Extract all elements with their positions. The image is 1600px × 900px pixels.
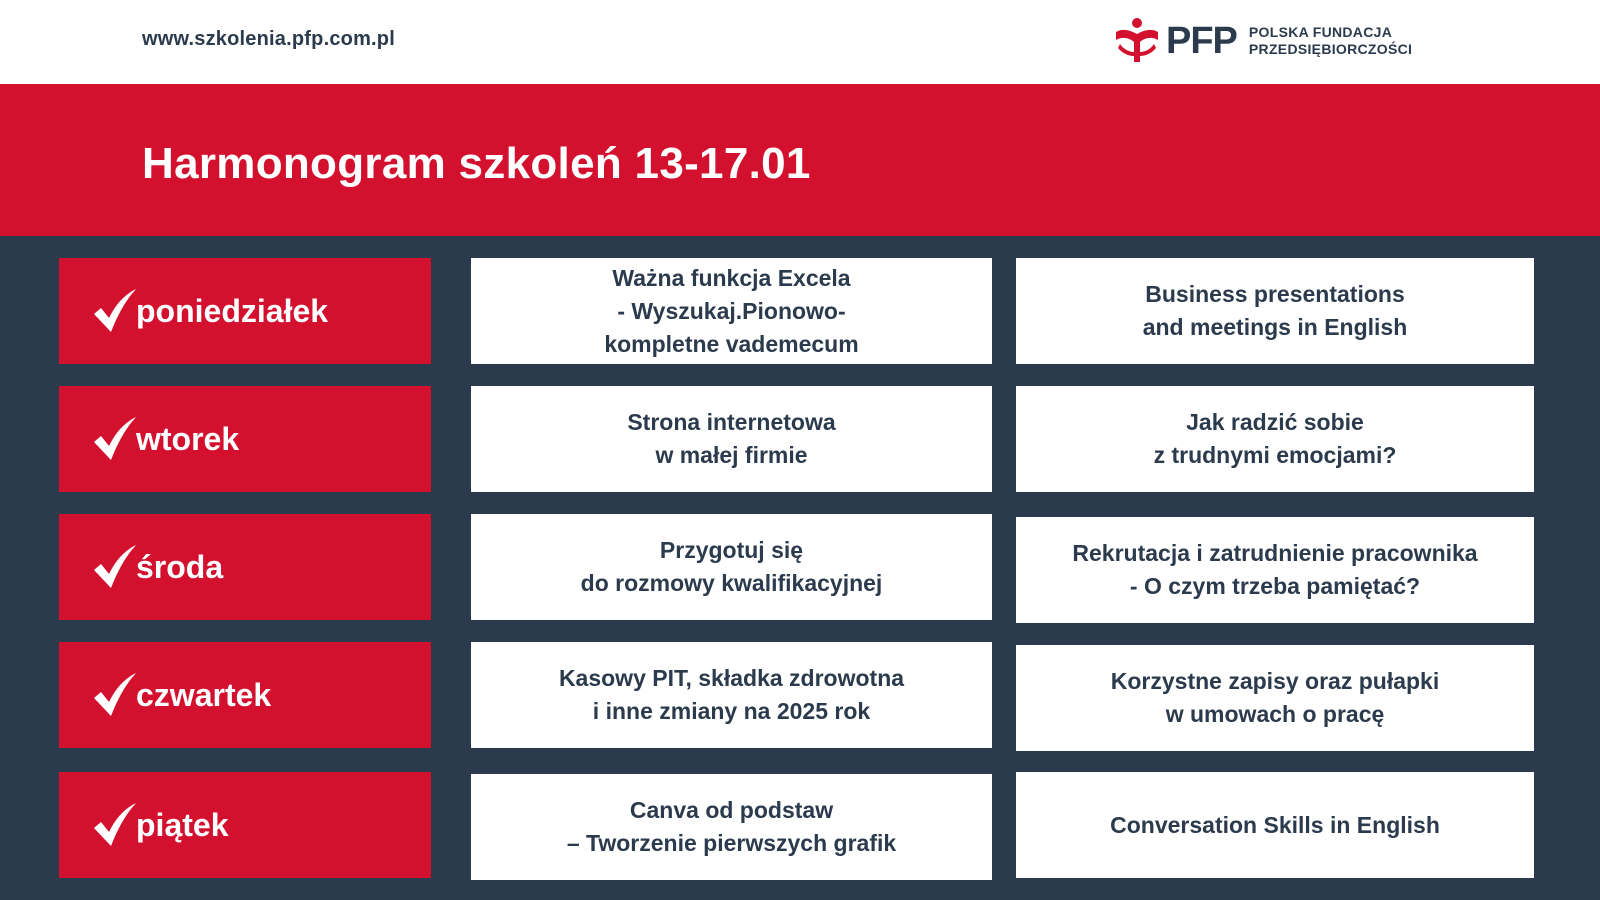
schedule-row-monday — [0, 258, 1600, 364]
course-title-line: kompletne vademecum — [604, 330, 859, 357]
course-title-line: Rekrutacja i zatrudnienie pracownika — [1072, 540, 1478, 566]
checkmark-icon — [92, 802, 138, 848]
checkmark-icon — [92, 288, 138, 334]
course-title-line: Kasowy PIT, składka zdrowotna — [558, 665, 905, 691]
pfp-logo[interactable] — [1112, 16, 1412, 66]
course-title-line: z trudnymi emocjami? — [1153, 442, 1397, 468]
day-label: wtorek — [136, 420, 240, 457]
logo-mark: PFP — [1166, 19, 1237, 62]
pfp-emblem-icon — [1112, 18, 1162, 64]
course-card[interactable] — [471, 514, 992, 620]
course-card[interactable] — [471, 642, 992, 748]
day-label: czwartek — [136, 676, 272, 713]
page-title: Harmonogram szkoleń 13-17.01 — [142, 139, 811, 188]
course-title-line: w małej firmie — [655, 442, 808, 468]
course-card[interactable] — [1016, 386, 1534, 492]
checkmark-icon — [92, 672, 138, 718]
course-title-line: Conversation Skills in English — [1110, 811, 1440, 838]
course-title-line: Jak radzić sobie — [1186, 409, 1364, 435]
course-title-line: – Tworzenie pierwszych grafik — [566, 830, 897, 856]
day-cell — [59, 642, 431, 748]
course-title-line: Business presentations — [1145, 281, 1405, 307]
course-title-line: Przygotuj się — [659, 537, 804, 563]
course-card[interactable] — [471, 386, 992, 492]
day-label: poniedziałek — [136, 292, 329, 329]
logo-name-line1: POLSKA FUNDACJA — [1248, 24, 1393, 40]
course-card[interactable] — [1016, 772, 1534, 878]
course-title-line: - Wyszukaj.Pionowo- — [617, 297, 846, 324]
top-bar — [0, 0, 1600, 84]
course-card[interactable] — [1016, 517, 1534, 623]
schedule-row-thursday — [0, 642, 1600, 748]
day-cell — [59, 386, 431, 492]
day-cell — [59, 514, 431, 620]
course-card[interactable] — [471, 258, 992, 364]
course-card[interactable] — [471, 774, 992, 880]
course-title-line: Canva od podstaw — [629, 797, 834, 823]
schedule-row-friday — [0, 772, 1600, 878]
day-cell — [59, 258, 431, 364]
course-title-line: w umowach o pracę — [1165, 701, 1385, 727]
course-title-line: do rozmowy kwalifikacyjnej — [580, 570, 883, 596]
course-card[interactable] — [1016, 258, 1534, 364]
checkmark-icon — [92, 544, 138, 590]
schedule-row-wednesday — [0, 514, 1600, 620]
day-label: środa — [136, 548, 224, 585]
course-title-line: Ważna funkcja Excela — [612, 264, 851, 291]
schedule-row-tuesday — [0, 386, 1600, 492]
course-title-line: i inne zmiany na 2025 rok — [592, 698, 871, 724]
logo-name-line2: PRZEDSIĘBIORCZOŚCI — [1248, 41, 1413, 57]
course-title-line: - O czym trzeba pamiętać? — [1129, 573, 1421, 599]
course-card[interactable] — [1016, 645, 1534, 751]
day-label: piątek — [136, 806, 229, 843]
logo-name — [1249, 24, 1412, 58]
day-cell — [59, 772, 431, 878]
title-banner — [0, 84, 1600, 236]
checkmark-icon — [92, 416, 138, 462]
site-url-link[interactable]: www.szkolenia.pfp.com.pl — [142, 28, 395, 50]
course-title-line: and meetings in English — [1142, 314, 1408, 340]
course-title-line: Strona internetowa — [627, 409, 836, 435]
course-title-line: Korzystne zapisy oraz pułapki — [1110, 668, 1440, 694]
